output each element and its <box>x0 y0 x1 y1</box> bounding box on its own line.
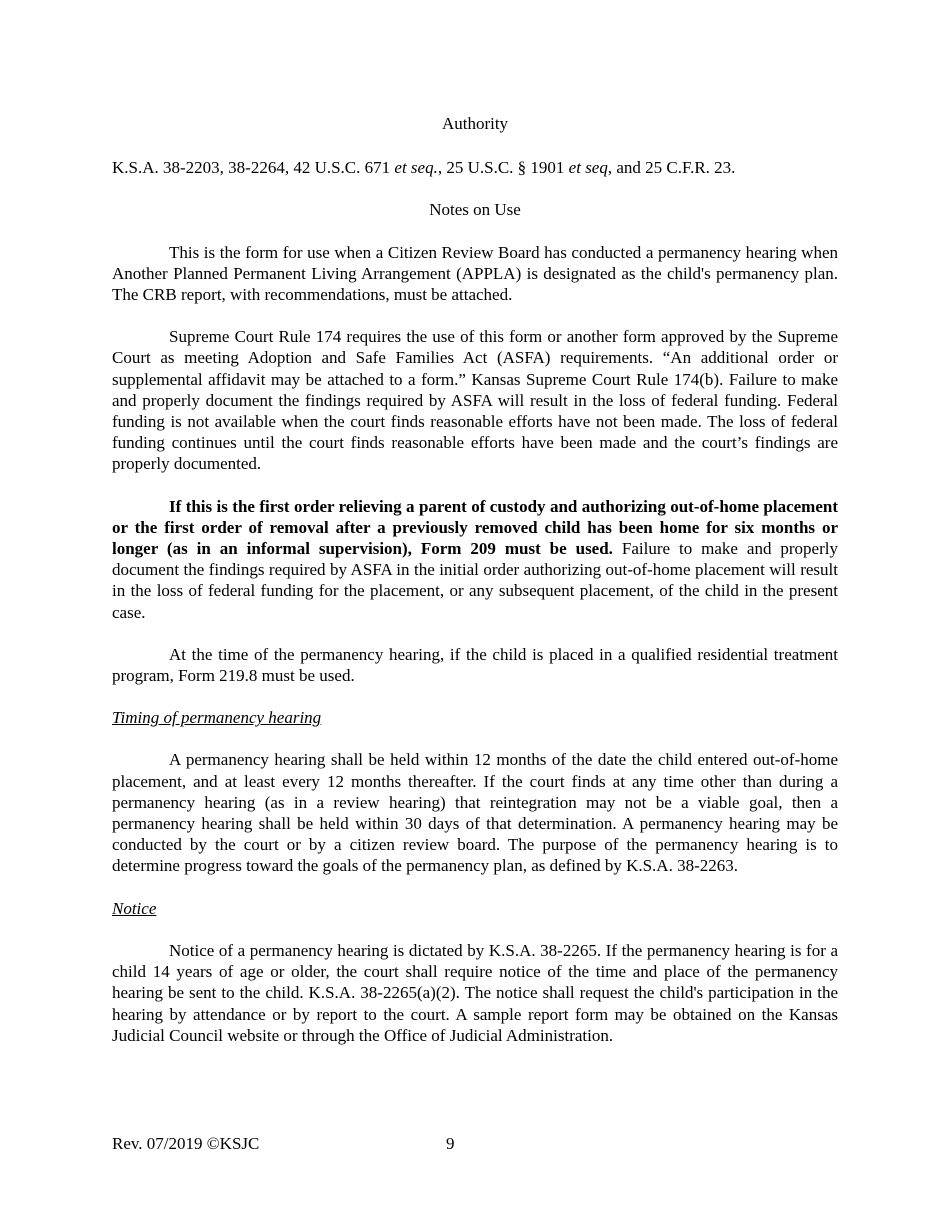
authority-heading: Authority <box>441 114 509 133</box>
notes-paragraph-1: This is the form for use when a Citizen Review Board has conducted a permanency hearing when Another Planned Permanent Living Arrangement (APPLA) is designated as the child's permanency plan. The CRB report, with recommendations, must be attached. <box>112 242 838 305</box>
citation-et-seq-1: et seq. <box>394 158 438 178</box>
notes-paragraph-3 <box>112 496 838 623</box>
revision-label: Rev. 07/2019 ©KSJC <box>112 1134 260 1153</box>
page-footer <box>112 1133 838 1155</box>
notes-paragraph-4: At the time of the permanency hearing, if the child is placed in a qualified residential treatment program, Form 219.8 must be used. <box>112 644 838 686</box>
timing-paragraph: A permanency hearing shall be held within 12 months of the date the child entered out-of-home placement, and at least every 12 months thereafter. If the court finds at any time other than during a permanency hearing (as in a review hearing) that reintegration may not be a viable goal, then a permanency hearing shall be held within 30 days of that determination. A permanency hearing may be conducted by the court or by a citizen review board. The purpose of the permanency hearing is to determine progress toward the goals of the permanency plan, as defined by K.S.A. 38-2263. <box>112 750 838 876</box>
notice-paragraph: Notice of a permanency hearing is dictated by K.S.A. 38-2265. If the permanency hearing is for a child 14 years of age or older, the court shall require notice of the time and place of the permanency hearing be sent to the child. K.S.A. 38-2265(a)(2). The notice shall request the child's participation in the hearing by attendance or by report to the court. A sample report form may be obtained on the Kansas Judicial Council website or through the Office of Judicial Administration. <box>112 940 838 1045</box>
citation-text-2: , 25 U.S.C. § 1901 <box>437 158 569 178</box>
asfa-funding-text: Failure to make and properly document the findings required by ASFA in the initial order authorizing out-of-home placement will result in the loss of federal funding for the placement, or any subsequent placement, of the child in the present case. <box>112 539 838 622</box>
citation-et-seq-2: et seq <box>568 158 608 178</box>
form-209-warning: If this is the first order relieving a parent of custody and authorizing out-of-home placement or the first order of removal after a previously removed child has been home for six months or longer (as in an informal supervision), Form 209 must be used. <box>112 496 838 559</box>
notice-heading: Notice <box>112 898 157 918</box>
notes-on-use-heading: Notes on Use <box>429 200 521 220</box>
timing-heading: Timing of permanency hearing <box>112 708 322 728</box>
notes-paragraph-2: Supreme Court Rule 174 requires the use of this form or another form approved by the Supreme Court as meeting Adoption and Safe Families Act (ASFA) requirements. “An additional order or supplemental affidavit may be attached to a form.” Kansas Supreme Court Rule 174(b). Failure to make and properly document the findings required by ASFA will result in the loss of federal funding. Federal funding is not available when the court finds reasonable efforts have not been made. The loss of federal funding continues until the court finds reasonable efforts have been made and the court’s findings are properly documented. <box>112 327 838 474</box>
authority-citation <box>112 157 838 178</box>
citation-text-3: , and 25 C.F.R. 23. <box>607 158 736 178</box>
page-number: 9 <box>446 1134 455 1153</box>
citation-text-1: K.S.A. 38-2203, 38-2264, 42 U.S.C. 671 <box>112 158 395 178</box>
document-page <box>112 113 838 1067</box>
